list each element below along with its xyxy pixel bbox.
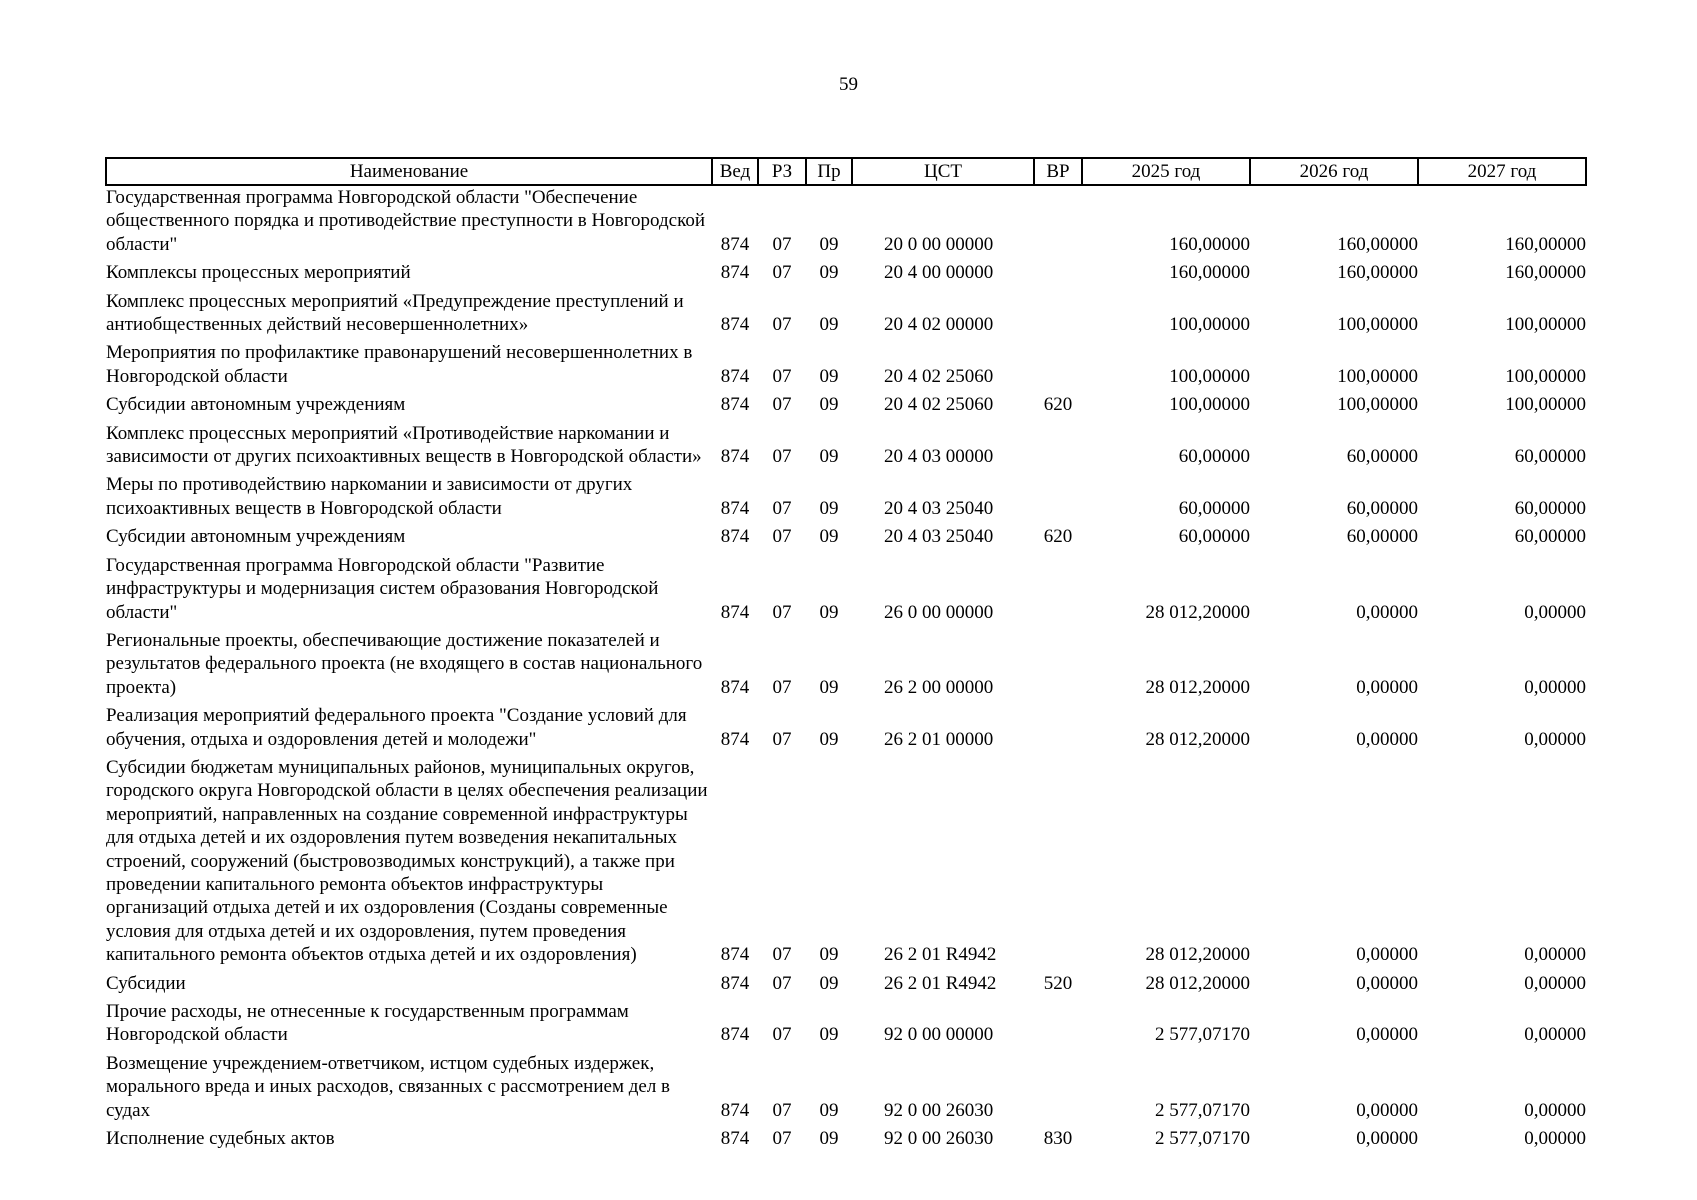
cell-ved: 874 <box>720 497 750 519</box>
header-name: Наименование <box>106 158 712 185</box>
cell-2027: 60,00000 <box>1514 526 1586 548</box>
cell-2026: 160,00000 <box>1337 262 1418 284</box>
cell-2026: 0,00000 <box>1356 1099 1418 1121</box>
cell-ved: 874 <box>720 601 750 623</box>
cell-cst: 20 4 02 00000 <box>884 314 994 336</box>
cell-name: Комплекс процессных мероприятий «Предупреждение преступлений и антиобщественных действий несовершеннолетних» <box>106 290 684 336</box>
cell-2027: 0,00000 <box>1524 972 1586 994</box>
table-row <box>106 972 1586 1000</box>
cell-2026: 0,00000 <box>1356 728 1418 750</box>
cell-2026: 100,00000 <box>1337 365 1418 387</box>
cell-ved: 874 <box>720 944 750 966</box>
cell-cst: 20 4 00 00000 <box>884 262 994 284</box>
cell-pr: 09 <box>819 233 839 255</box>
cell-vr <box>1034 473 1082 525</box>
table-row <box>106 1000 1586 1052</box>
table-row <box>106 341 1586 393</box>
cell-ved: 874 <box>720 728 750 750</box>
header-pr: Пр <box>806 158 852 185</box>
header-2027: 2027 год <box>1418 158 1586 185</box>
cell-vr <box>1034 1052 1082 1127</box>
page-number: 59 <box>839 74 858 95</box>
cell-pr: 09 <box>819 601 839 623</box>
cell-2025: 100,00000 <box>1169 314 1250 336</box>
cell-name: Возмещение учреждением-ответчиком, истцом судебных издержек, морального вреда и иных расходов, связанных с рассмотрением дел в судах <box>106 1052 671 1121</box>
cell-pr: 09 <box>819 394 839 416</box>
cell-name: Региональные проекты, обеспечивающие достижение показателей и результатов федерального проекта (не входящего в состав национального проекта) <box>106 629 703 698</box>
cell-vr: 830 <box>1043 1128 1073 1150</box>
cell-cst: 20 0 00 00000 <box>884 233 994 255</box>
cell-vr <box>1034 185 1082 261</box>
cell-ved: 874 <box>720 394 750 416</box>
cell-2025: 100,00000 <box>1169 365 1250 387</box>
cell-name: Прочие расходы, не отнесенные к государственным программам Новгородской области <box>106 1001 629 1046</box>
cell-cst: 20 4 02 25060 <box>884 365 994 387</box>
cell-pr: 09 <box>819 676 839 698</box>
cell-2027: 0,00000 <box>1524 944 1586 966</box>
table-row <box>106 629 1586 704</box>
header-2025: 2025 год <box>1082 158 1250 185</box>
cell-ved: 874 <box>720 1128 750 1150</box>
cell-cst: 20 4 03 25040 <box>884 497 994 519</box>
cell-cst: 92 0 00 26030 <box>884 1099 994 1121</box>
cell-rz: 07 <box>772 1024 792 1046</box>
cell-2027: 100,00000 <box>1505 365 1586 387</box>
cell-2025: 2 577,07170 <box>1155 1024 1250 1046</box>
cell-2027: 0,00000 <box>1524 1128 1586 1150</box>
cell-rz: 07 <box>772 526 792 548</box>
cell-cst: 26 2 01 R4942 <box>884 944 997 966</box>
table-row <box>106 422 1586 474</box>
header-ved: Вед <box>712 158 758 185</box>
table-row <box>106 290 1586 342</box>
cell-vr <box>1034 1000 1082 1052</box>
cell-pr: 09 <box>819 446 839 468</box>
cell-rz: 07 <box>772 365 792 387</box>
cell-2027: 0,00000 <box>1524 601 1586 623</box>
table-row <box>106 185 1586 261</box>
cell-rz: 07 <box>772 262 792 284</box>
cell-pr: 09 <box>819 1024 839 1046</box>
cell-2025: 60,00000 <box>1178 446 1250 468</box>
cell-rz: 07 <box>772 394 792 416</box>
cell-rz: 07 <box>772 497 792 519</box>
cell-2027: 160,00000 <box>1505 233 1586 255</box>
cell-2026: 0,00000 <box>1356 1024 1418 1046</box>
header-rz: РЗ <box>758 158 806 185</box>
cell-pr: 09 <box>819 728 839 750</box>
header-cst: ЦСТ <box>852 158 1034 185</box>
cell-name: Комплекс процессных мероприятий «Противодействие наркомании и зависимости от других психоактивных веществ в Новгородской области» <box>106 422 702 468</box>
table-row <box>106 261 1586 289</box>
cell-rz: 07 <box>772 1099 792 1121</box>
cell-name: Меры по противодействию наркомании и зависимости от других психоактивных веществ в Новгородской области <box>106 474 633 519</box>
cell-2025: 160,00000 <box>1169 233 1250 255</box>
cell-2026: 0,00000 <box>1356 1128 1418 1150</box>
cell-ved: 874 <box>720 365 750 387</box>
cell-vr <box>1034 554 1082 629</box>
cell-vr: 620 <box>1043 526 1073 548</box>
cell-cst: 20 4 03 00000 <box>884 446 994 468</box>
cell-2026: 60,00000 <box>1346 526 1418 548</box>
table-row <box>106 473 1586 525</box>
cell-rz: 07 <box>772 676 792 698</box>
table-row <box>106 1127 1586 1155</box>
cell-pr: 09 <box>819 944 839 966</box>
cell-rz: 07 <box>772 446 792 468</box>
table-row <box>106 1052 1586 1127</box>
cell-pr: 09 <box>819 365 839 387</box>
header-vr: ВР <box>1034 158 1082 185</box>
cell-2025: 60,00000 <box>1178 497 1250 519</box>
cell-pr: 09 <box>819 314 839 336</box>
cell-2025: 160,00000 <box>1169 262 1250 284</box>
cell-vr <box>1034 629 1082 704</box>
cell-2027: 0,00000 <box>1524 1099 1586 1121</box>
cell-pr: 09 <box>819 526 839 548</box>
cell-ved: 874 <box>720 676 750 698</box>
cell-ved: 874 <box>720 1024 750 1046</box>
cell-name: Реализация мероприятий федерального проекта "Создание условий для обучения, отдыха и оздоровления детей и молодежи" <box>106 705 687 750</box>
cell-2025: 60,00000 <box>1178 526 1250 548</box>
cell-cst: 20 4 03 25040 <box>884 526 994 548</box>
cell-vr <box>1034 756 1082 972</box>
table-row <box>106 756 1586 972</box>
cell-2025: 28 012,20000 <box>1145 972 1250 994</box>
cell-2025: 28 012,20000 <box>1145 944 1250 966</box>
cell-vr: 620 <box>1043 394 1073 416</box>
header-2026: 2026 год <box>1250 158 1418 185</box>
cell-rz: 07 <box>772 233 792 255</box>
cell-2025: 100,00000 <box>1169 394 1250 416</box>
cell-rz: 07 <box>772 944 792 966</box>
cell-pr: 09 <box>819 262 839 284</box>
cell-cst: 20 4 02 25060 <box>884 394 994 416</box>
cell-rz: 07 <box>772 314 792 336</box>
table-row <box>106 393 1586 421</box>
cell-vr <box>1034 261 1082 289</box>
cell-2027: 0,00000 <box>1524 728 1586 750</box>
cell-name: Субсидии автономным учреждениям <box>106 526 406 548</box>
cell-ved: 874 <box>720 314 750 336</box>
cell-2025: 28 012,20000 <box>1145 728 1250 750</box>
cell-vr <box>1034 704 1082 756</box>
cell-pr: 09 <box>819 1099 839 1121</box>
cell-name: Государственная программа Новгородской области "Развитие инфраструктуры и модернизация систем образования Новгородской области" <box>106 554 659 623</box>
cell-pr: 09 <box>819 1128 839 1150</box>
cell-2027: 0,00000 <box>1524 676 1586 698</box>
cell-2026: 60,00000 <box>1346 497 1418 519</box>
cell-2027: 0,00000 <box>1524 1024 1586 1046</box>
cell-vr: 520 <box>1043 972 1073 994</box>
cell-2026: 0,00000 <box>1356 601 1418 623</box>
cell-cst: 26 2 00 00000 <box>884 676 994 698</box>
cell-2027: 100,00000 <box>1505 394 1586 416</box>
cell-2025: 28 012,20000 <box>1145 676 1250 698</box>
cell-2025: 28 012,20000 <box>1145 601 1250 623</box>
cell-pr: 09 <box>819 972 839 994</box>
cell-2026: 60,00000 <box>1346 446 1418 468</box>
cell-2027: 60,00000 <box>1514 446 1586 468</box>
cell-vr <box>1034 422 1082 474</box>
cell-cst: 26 2 01 R4942 <box>884 972 997 994</box>
cell-2025: 2 577,07170 <box>1155 1128 1250 1150</box>
cell-ved: 874 <box>720 446 750 468</box>
cell-2026: 100,00000 <box>1337 314 1418 336</box>
cell-cst: 92 0 00 00000 <box>884 1024 994 1046</box>
cell-2026: 100,00000 <box>1337 394 1418 416</box>
cell-ved: 874 <box>720 233 750 255</box>
cell-vr <box>1034 290 1082 342</box>
cell-name: Субсидии бюджетам муниципальных районов, муниципальных округов, городского округа Новгородской области в целях обеспечения реализации мероприятий, направленных на создание современной инфраструктуры для отдыха детей и их оздоровления путем возведения некапитальных строений, сооружений (быстровозводимых конструкций), а также при проведении капитального ремонта объектов инфраструктуры организаций отдыха детей и их оздоровления (Созданы современные условия для отдыха детей и их оздоровления, путем проведения капитального ремонта объектов отдыха детей и их оздоровления) <box>106 756 708 966</box>
cell-2026: 0,00000 <box>1356 944 1418 966</box>
cell-2026: 0,00000 <box>1356 676 1418 698</box>
cell-ved: 874 <box>720 1099 750 1121</box>
cell-2027: 100,00000 <box>1505 314 1586 336</box>
cell-rz: 07 <box>772 728 792 750</box>
table-row <box>106 554 1586 629</box>
cell-cst: 26 2 01 00000 <box>884 728 994 750</box>
cell-name: Мероприятия по профилактике правонарушений несовершеннолетних в Новгородской области <box>106 342 693 387</box>
cell-name: Комплексы процессных мероприятий <box>106 262 411 284</box>
cell-cst: 26 0 00 00000 <box>884 601 994 623</box>
table-row <box>106 525 1586 553</box>
cell-name: Государственная программа Новгородской области "Обеспечение общественного порядка и противодействие преступности в Новгородской области" <box>106 187 706 255</box>
cell-rz: 07 <box>772 972 792 994</box>
cell-cst: 92 0 00 26030 <box>884 1128 994 1150</box>
cell-ved: 874 <box>720 972 750 994</box>
table-header-row <box>106 158 1586 185</box>
cell-ved: 874 <box>720 262 750 284</box>
cell-name: Субсидии <box>106 972 186 994</box>
cell-2027: 60,00000 <box>1514 497 1586 519</box>
budget-table <box>105 157 1587 1155</box>
cell-rz: 07 <box>772 1128 792 1150</box>
table-row <box>106 704 1586 756</box>
cell-pr: 09 <box>819 497 839 519</box>
cell-name: Исполнение судебных актов <box>106 1128 335 1150</box>
cell-2026: 0,00000 <box>1356 972 1418 994</box>
cell-2025: 2 577,07170 <box>1155 1099 1250 1121</box>
cell-2027: 160,00000 <box>1505 262 1586 284</box>
cell-vr <box>1034 341 1082 393</box>
cell-rz: 07 <box>772 601 792 623</box>
cell-name: Субсидии автономным учреждениям <box>106 394 406 416</box>
cell-ved: 874 <box>720 526 750 548</box>
cell-2026: 160,00000 <box>1337 233 1418 255</box>
